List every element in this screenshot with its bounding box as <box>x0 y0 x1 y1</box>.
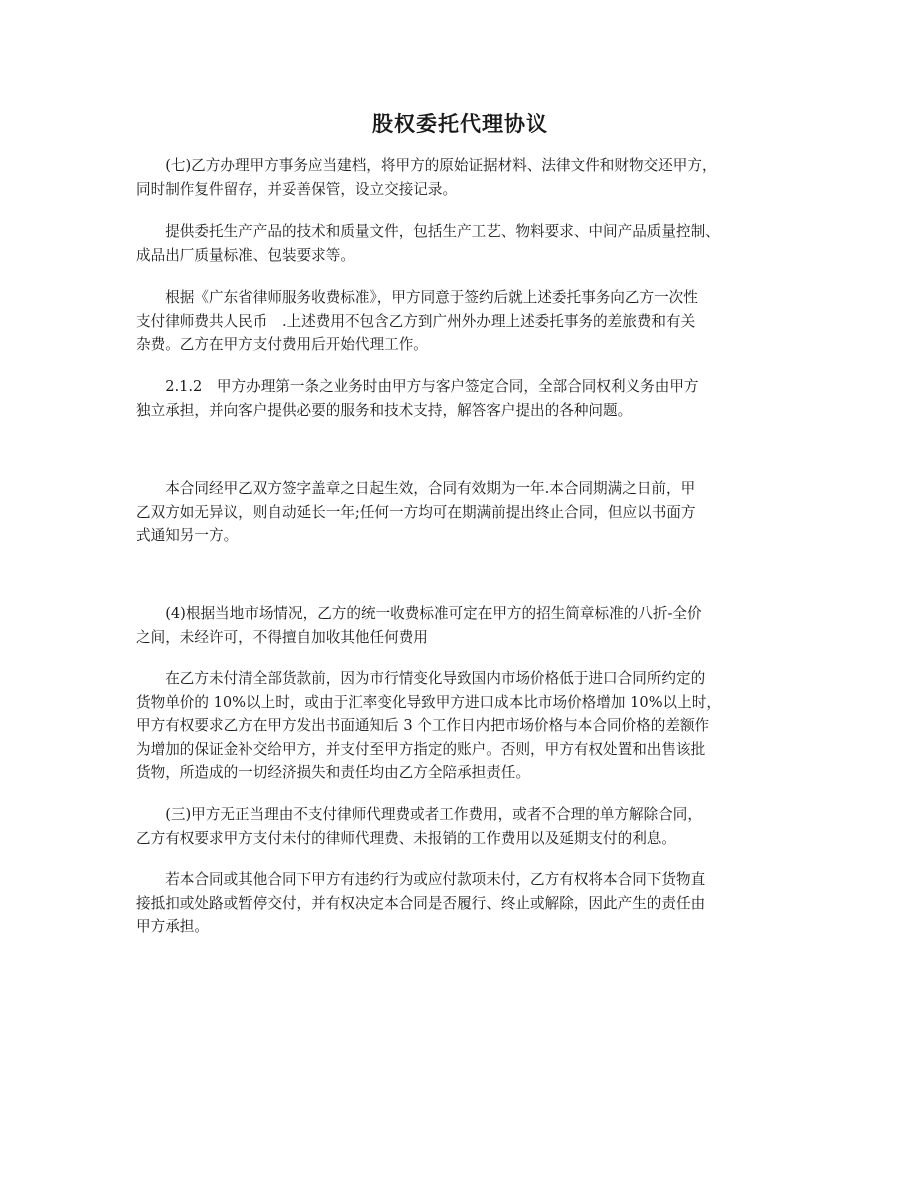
paragraph-8 <box>136 803 796 850</box>
paragraph-9 <box>136 868 796 939</box>
document-title: 股权委托代理协议 <box>372 111 548 136</box>
paragraph-line: 本合同经甲乙双方签字盖章之日起生效，合同有效期为一年.本合同期满之日前，甲 <box>165 480 696 497</box>
paragraph-line: 为增加的保证金补交给甲方，并支付至甲方指定的账户。否则，甲方有权处置和出售该批 <box>136 740 706 758</box>
paragraph-line: 独立承担，并向客户提供必要的服务和技术支持，解答客户提出的各种问题。 <box>136 401 633 419</box>
paragraph-line: 式通知另一方。 <box>136 527 239 544</box>
paragraph-line: 货物，所造成的一切经济损失和责任均由乙方全陪承担责任。 <box>136 764 531 781</box>
paragraph-line: 提供委托生产产品的技术和质量文件，包括生产工艺、物料要求、中间产品质量控制、 <box>165 223 720 240</box>
paragraph-5 <box>136 477 796 548</box>
paragraph-line: 成品出厂质量标准、包装要求等。 <box>136 246 355 264</box>
paragraph-line: (三)甲方无正当理由不支付律师代理费或者工作费用，或者不合理的单方解除合同， <box>165 806 702 823</box>
paragraph-3 <box>136 286 796 357</box>
paragraph-2 <box>136 220 796 267</box>
paragraph-4 <box>136 375 796 422</box>
paragraph-line: 货物单价的 10%以上时，或由于汇率变化导致甲方进口成本比市场价格增加 10%以上时， <box>136 693 721 711</box>
paragraph-line: 甲方承担。 <box>136 918 209 935</box>
paragraph-line: 甲方有权要求乙方在甲方发出书面通知后 3 个工作日内把市场价格与本合同价格的差额作 <box>136 717 710 734</box>
paragraph-line: (七)乙方办理甲方事务应当建档，将甲方的原始证据材料、法律文件和财物交还甲方， <box>165 157 717 174</box>
paragraph-line: 乙双方如无异议，则自动延长一年;任何一方均可在期满前提出终止合同，但应以书面方 <box>136 503 696 521</box>
paragraph-line: 之间，未经许可，不得擅自加收其他任何费用 <box>136 628 428 646</box>
paragraph-line: 同时制作复件留存，并妥善保管，设立交接记录。 <box>136 180 458 198</box>
paragraph-7 <box>136 667 796 785</box>
paragraph-line: 接抵扣或处路或暂停交付，并有权决定本合同是否履行、终止或解除，因此产生的责任由 <box>136 894 706 912</box>
paragraph-line: 若本合同或其他合同下甲方有违约行为或应付款项未付，乙方有权将本合同下货物直 <box>165 871 706 888</box>
paragraph-6 <box>136 602 796 649</box>
paragraph-line: 支付律师费共人民币 .上述费用不包含乙方到广州外办理上述委托事务的差旅费和有关 <box>136 312 696 330</box>
paragraph-line: 根据《广东省律师服务收费标准》，甲方同意于签约后就上述委托事务向乙方一次性 <box>165 289 698 306</box>
paragraph-line: 在乙方未付清全部货款前，因为市行情变化导致国内市场价格低于进口合同所约定的 <box>165 670 706 687</box>
paragraph-line: (4)根据当地市场情况，乙方的统一收费标准可定在甲方的招生简章标准的八折-全价 <box>165 605 702 622</box>
paragraph-line: 乙方有权要求甲方支付未付的律师代理费、未报销的工作费用以及延期支付的利息。 <box>136 829 676 847</box>
paragraph-line: 杂费。乙方在甲方支付费用后开始代理工作。 <box>136 336 428 353</box>
paragraph-line: 2.1.2 甲方办理第一条之业务时由甲方与客户签定合同，全部合同权利义务由甲方 <box>165 378 699 395</box>
paragraph-1 <box>136 154 796 201</box>
